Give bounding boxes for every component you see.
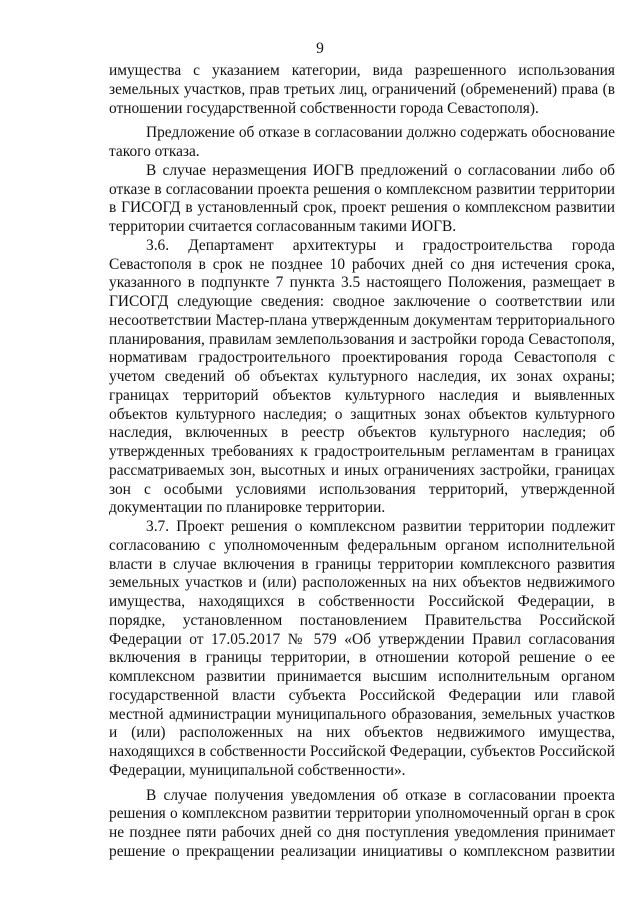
paragraph-property-category: имущества с указанием категории, вида разрешенного использования земельных участков, прав третьих лиц, ограничений (обременений) права (в отношении государственной собственности города Севастополя). xyxy=(109,62,615,117)
paragraph-tacit-approval: В случае неразмещения ИОГВ предложений о согласовании либо об отказе в согласовании проекта решения о комплексном развитии территории в ГИСОГД в установленный срок, проект решения о комплексном развитии территории считается согласованным такими ИОГВ. xyxy=(109,161,615,235)
page-number: 9 xyxy=(316,40,324,57)
paragraph-refusal-notice: В случае получения уведомления об отказе в согласовании проекта решения о комплексном развитии территории уполномоченный орган в срок не позднее пяти рабочих дней со дня поступления уведомления принимает решение о прекращении реализации инициативы о комплексном развитии xyxy=(109,786,615,860)
document-body xyxy=(109,62,615,862)
paragraph-3-6: 3.6. Департамент архитектуры и градостроительства города Севастополя в срок не позднее 10 рабочих дней со дня истечения срока, указанного в подпункте 7 пункта 3.5 настоящего Положения, размещает в ГИСОГД следующие сведения: сводное заключение о соответствии или несоответствии Мастер-плана утвержденным документам территориального планирования, правилам землепользования и застройки города Севастополя, нормативам градостроительного проектирования города Севастополя с учетом сведений об объектах культурного наследия, их зонах охраны; границах территорий объектов культурного наследия и выявленных объектов культурного наследия; о защитных зонах объектов культурного наследия, включенных в реестр объектов культурного наследия; об утвержденных требованиях к градостроительным регламентам в границах рассматриваемых зон, высотных и иных ограничениях застройки, границах зон с особыми условиями использования территорий, утвержденной документации по планировке территории. xyxy=(109,236,615,517)
paragraph-refusal-justification: Предложение об отказе в согласовании должно содержать обоснование такого отказа. xyxy=(109,124,615,160)
paragraph-3-7: 3.7. Проект решения о комплексном развитии территории подлежит согласованию с уполномоченным федеральным органом исполнительной власти в случае включения в границы территории комплексного развития земельных участков и (или) расположенных на них объектов недвижимого имущества, находящихся в собственности Российской Федерации, в порядке, установленном постановлением Правительства Российской Федерации от 17.05.2017 № 579 «Об утверждении Правил согласования включения в границы территории, в отношении которой решение о ее комплексном развитии принимается высшим исполнительным органом государственной власти субъекта Российской Федерации или главой местной администрации муниципального образования, земельных участков и (или) расположенных на них объектов недвижимого имущества, находящихся в собственности Российской Федерации, субъектов Российской Федерации, муниципальной собственности». xyxy=(109,518,615,779)
